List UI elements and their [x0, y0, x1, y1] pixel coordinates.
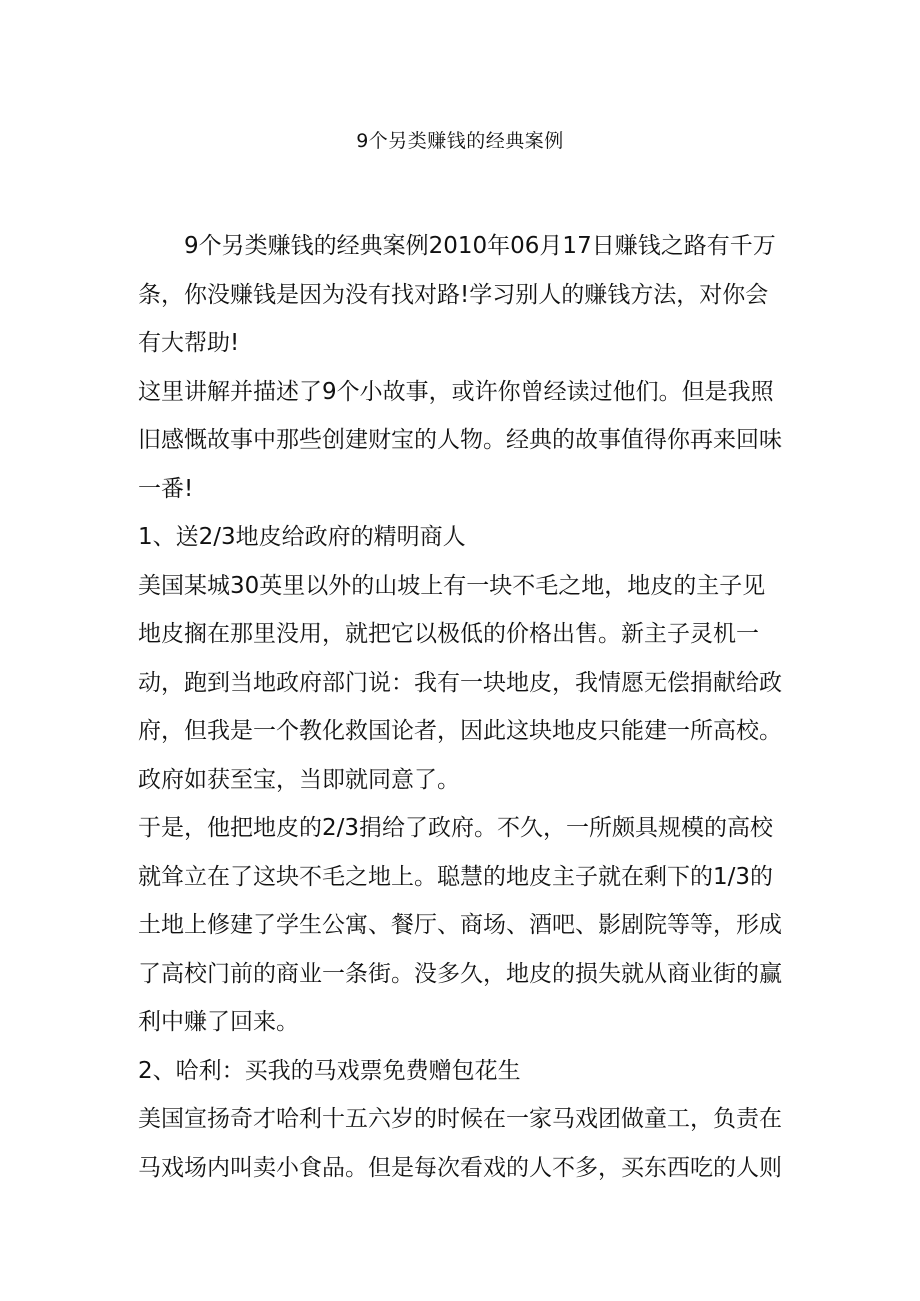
case-2-heading: 2、哈利：买我的马戏票免费赠包花生 — [138, 1057, 521, 1084]
case-2-paragraph-1: 美国宣扬奇才哈利十五六岁的时候在一家马戏团做童工，负责在马戏场内叫卖小食品。但是每次看戏的人不多，买东西吃的人则 — [138, 1106, 782, 1181]
overview-paragraph: 这里讲解并描述了9个小故事，或许你曾经读过他们。但是我照旧感慨故事中那些创建财宝的人物。经典的故事值得你再来回味一番! — [138, 378, 782, 502]
document-title: 9个另类赚钱的经典案例 — [356, 130, 564, 152]
document-body — [138, 222, 786, 1192]
intro-paragraph: 9个另类赚钱的经典案例2010年06月17日赚钱之路有千万条，你没赚钱是因为没有找对路!学习别人的赚钱方法，对你会有大帮助! — [138, 233, 776, 356]
case-1-paragraph-2: 于是，他把地皮的2/3捐给了政府。不久，一所颇具规模的高校就耸立在了这块不毛之地上。聪慧的地皮主子就在剩下的1/3的土地上修建了学生公寓、餐厅、商场、酒吧、影剧院等等，形成了高校门前的商业一条街。没多久，地皮的损失就从商业街的赢利中赚了回来。 — [138, 815, 782, 1035]
case-1-paragraph-1: 美国某城30英里以外的山坡上有一块不毛之地，地皮的主子见地皮搁在那里没用，就把它以极低的价格出售。新主子灵机一动，跑到当地政府部门说：我有一块地皮，我情愿无偿捐献给政府，但我是一个教化救国论者，因此这块地皮只能建一所高校。政府如获至宝，当即就同意了。 — [138, 572, 782, 793]
case-1-heading: 1、送2/3地皮给政府的精明商人 — [138, 524, 466, 550]
